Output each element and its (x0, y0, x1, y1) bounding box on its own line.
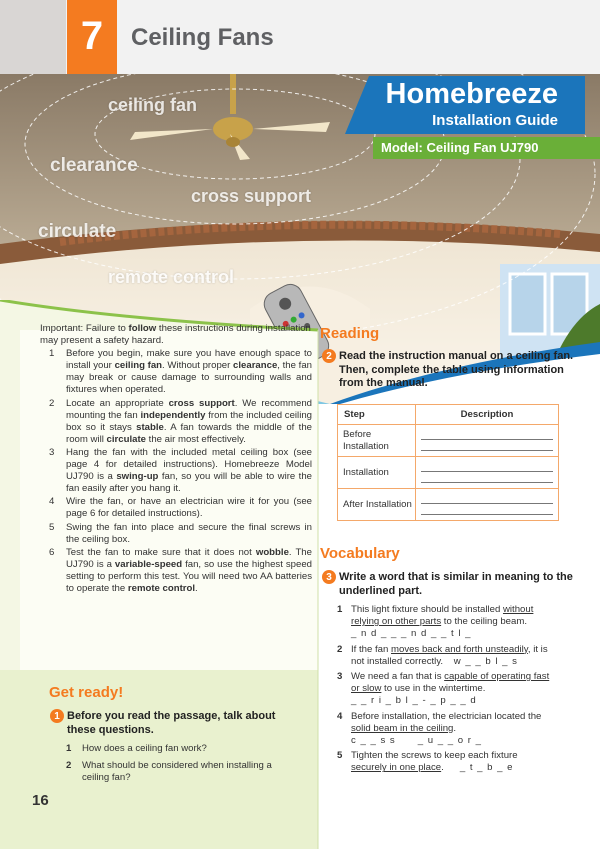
label-cross-support: cross support (191, 186, 312, 206)
label-circulate: circulate (38, 221, 117, 242)
unit-title: Ceiling Fans (131, 24, 274, 51)
installation-steps-table (337, 404, 559, 521)
instructions-text (40, 323, 312, 596)
get-ready-task: Before you read the passage, talk about these questions. (67, 710, 276, 736)
vocab-blanks[interactable]: _ t _ b _ e (459, 762, 514, 774)
step-cell: After Installation (338, 489, 416, 521)
vocabulary-task: Write a word that is similar in meaning to the underlined part. (339, 571, 573, 597)
vocab-blanks[interactable]: w _ _ b l _ s (453, 655, 518, 667)
instruction-item: 4 Wire the fan, or have an electrician wire it for you (see page 6 for detailed instructions). (49, 496, 312, 520)
question-item: 2 What should be considered when installing a ceiling fan? (66, 760, 272, 783)
unit-number: 7 (67, 0, 117, 74)
instruction-item: 2 Locate an appropriate cross support. We recommend mounting the fan independently from the included ceiling box so it stays stable. A fan towards the middle of the room will circulate the air most effectively. (49, 397, 313, 445)
get-ready-questions (66, 743, 286, 789)
instruction-item: 3 Hang the fan with the included metal ceiling box (see page 4 for detailed instructions). Homebreeze Model UJ790 is a swing-up fan, so you will be able to wire the fan easily after you hang it. (49, 446, 312, 495)
brand-name: Homebreeze (385, 78, 558, 110)
vocab-item: 3 We need a fan that is capable of operating fast or slow to use in the wintertime. _ _ r i _ b l _ - _ p _ _ d (337, 671, 550, 707)
description-answer-cell[interactable] (416, 425, 559, 457)
instruction-item: 6 Test the fan to make sure that it does not wobble. The UJ790 is a variable-speed fan, so use the highest speed setting to perform this test. You will need two AA batteries to operate the remote control. (49, 546, 312, 594)
table-row (338, 425, 559, 457)
step-cell: Before Installation (338, 425, 416, 457)
vocab-item: 1 This light fixture should be installed without relying on other parts to the ceiling beam. _ n d _ _ _ n d _ _ t l _ (337, 604, 534, 640)
column-header-description: Description (416, 405, 559, 425)
vocab-blanks[interactable]: _ _ r i _ b l _ - _ p _ _ d (351, 695, 477, 707)
label-ceiling-fan: ceiling fan (108, 95, 198, 115)
brand-subtitle: Installation Guide (432, 112, 558, 129)
table-row (338, 457, 559, 489)
instruction-item: 5 Swing the fan into place and secure the final screws in the ceiling box. (49, 521, 312, 545)
task-number-badge: 1 (50, 709, 64, 723)
label-clearance: clearance (50, 155, 138, 176)
description-answer-cell[interactable] (416, 489, 559, 521)
reading-heading: Reading (320, 325, 380, 342)
description-answer-cell[interactable] (416, 457, 559, 489)
get-ready-heading: Get ready! (49, 684, 124, 701)
page-number: 16 (32, 792, 49, 809)
question-item: 1 How does a ceiling fan work? (66, 743, 207, 754)
vocab-blanks[interactable]: _ n d _ _ _ n d _ _ t l _ (351, 628, 472, 640)
model-text: Model: Ceiling Fan UJ790 (381, 140, 539, 155)
table-header-row (338, 405, 559, 425)
instructions-intro: Important: Failure to follow these instructions during installation may present a safety hazard. (40, 323, 311, 347)
table-row (338, 489, 559, 521)
instructions-list (40, 348, 312, 595)
vocab-item: 2 If the fan moves back and forth unsteadily, it is not installed correctly. w _ _ b l _ s (337, 643, 548, 667)
label-remote-control: remote control (108, 267, 235, 287)
task-number-badge: 2 (322, 349, 336, 363)
column-header-step: Step (338, 405, 416, 425)
reading-task: Read the instruction manual on a ceiling fan. Then, complete the table using information from the manual. (339, 350, 574, 389)
header-stripe (0, 0, 66, 74)
vocabulary-heading: Vocabulary (320, 545, 400, 562)
vocab-item: 4 Before installation, the electrician located the solid beam in the ceiling. c _ _ s s _ u _ _ o r _ (337, 710, 542, 747)
step-cell: Installation (338, 457, 416, 489)
task-number-badge: 3 (322, 570, 336, 584)
vocab-blanks[interactable]: c _ _ s s _ u _ _ o r _ (351, 735, 482, 747)
vocab-item: 5 Tighten the screws to keep each fixture securely in one place. _ t _ b _ e (337, 750, 518, 774)
instruction-item: 1 Before you begin, make sure you have enough space to install your ceiling fan. Without proper clearance, the fan may break or cause damage to surrounding walls and fixtures when operated. (49, 348, 313, 396)
vocabulary-list (337, 604, 555, 778)
